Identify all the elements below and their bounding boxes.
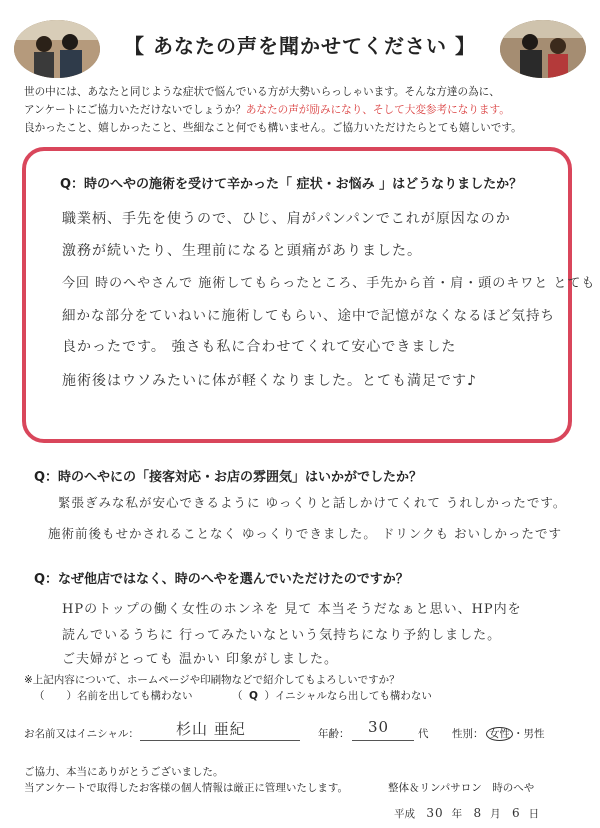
q3-answer-line: HPのトップの働く女性のホンネを 見て 本当そうだなぁと思い、HP内を (62, 602, 522, 617)
q1-answer-line: 今回 時のへやさんで 施術してもらったところ、手先から首・肩・頭のキワと とても (62, 276, 596, 291)
intro-line-2 (24, 102, 510, 119)
footer-privacy: 当アンケートで取得したお客様の個人情報は厳正に管理いたします。 (24, 782, 349, 794)
gender-separator: ・ (513, 728, 524, 740)
page-title: 【 あなたの声を聞かせてください 】 (124, 34, 476, 58)
q1-answer-line: 細かな部分をていねいに施術してもらい、途中で記憶がなくなるほど気持ち (62, 308, 555, 324)
intro-line-2-text: アンケートにご協力いただけないでしょうか？ (24, 104, 246, 116)
staff-photo-right (500, 20, 586, 78)
intro-line-3: 良かったこと、嬉しかったこと、些細なこと何でも構いません。ご協力いただけたらとても嬉しいです。 (24, 122, 522, 134)
age-label: 年齢： (318, 728, 350, 740)
gender-label: 性別： (452, 728, 484, 740)
q2-answer-line: 施術前後もせかされることなく ゆっくりできました。 ドリンクも おいしかったです (48, 526, 563, 541)
footer-thanks: ご協力、本当にありがとうございました。 (24, 766, 224, 778)
q1-answer-line: 職業柄、手先を使うので、ひじ、肩がパンパンでこれが原因なのか (62, 211, 511, 227)
name-value: 杉山 亜紀 (176, 720, 246, 738)
q3-question: Q：なぜ他店ではなく、時のへやを選んでいただけたのですか？ (34, 572, 409, 587)
consent-question: ※上記内容について、ホームページや印刷物などで紹介してもよろしいですか？ (24, 674, 400, 686)
age-suffix: 代 (418, 728, 429, 740)
date-day-unit: 日 (528, 808, 540, 820)
q3-answer-line: ご夫婦がとっても 温かい 印象がしました。 (62, 652, 339, 667)
age-value: 30 (368, 718, 390, 736)
q1-question: Q：時のへやの施術を受けて辛かった「 症状・お悩み 」はどうなりましたか？ (60, 177, 523, 192)
date-month: 8 (473, 806, 483, 820)
date-year: 30 (426, 806, 444, 820)
q1-answer-line: 良かったです。 強さも私に合わせてくれて安心できました (62, 339, 457, 355)
q1-answer-line: 激務が続いたり、生理前になると頭痛がありました。 (62, 243, 422, 259)
age-field[interactable] (352, 718, 414, 741)
salon-name: 整体＆リンパサロン 時のへや (388, 782, 535, 794)
consent-option-initial[interactable]: （ Q ）イニシャルなら出しても構わない (232, 690, 432, 702)
q1-answer-line: 施術後はウソみたいに体が軽くなりました。とても満足です♪ (62, 373, 477, 389)
name-label: お名前又はイニシャル： (24, 728, 139, 740)
name-field[interactable] (140, 718, 300, 741)
q3-answer-line: 読んでいるうちに 行ってみたいなという気持ちになり予約しました。 (62, 628, 502, 643)
consent-option-initial-mark: Q (249, 690, 258, 702)
survey-date (394, 806, 539, 821)
intro-line-2-highlight: あなたの声が励みになり、そして大変参考になります。 (245, 104, 510, 116)
consent-option-name[interactable]: （ ）名前を出しても構わない (34, 690, 193, 702)
date-day: 6 (511, 806, 521, 820)
q2-answer-line: 緊張ぎみな私が安心できるように ゆっくりと話しかけてくれて うれしかったです。 (58, 495, 567, 510)
consent-option-name-label: 名前を出しても構わない (77, 690, 193, 702)
date-month-unit: 月 (490, 808, 501, 820)
date-year-unit: 年 (451, 808, 463, 820)
gender-female-option[interactable]: 女性 (486, 727, 513, 741)
q2-question: Q：時のへやにの「接客対応・お店の雰囲気」はいかがでしたか？ (34, 470, 423, 485)
gender-options (486, 726, 545, 741)
intro-line-1: 世の中には、あなたと同じような症状で悩んでいる方が大勢いらっしゃいます。そんな方達の為に、 (24, 86, 500, 98)
staff-photo-left (14, 20, 100, 78)
date-era: 平成 (394, 808, 415, 820)
consent-option-initial-label: イニシャルなら出しても構わない (275, 690, 432, 702)
gender-male-option[interactable]: 男性 (523, 728, 545, 740)
